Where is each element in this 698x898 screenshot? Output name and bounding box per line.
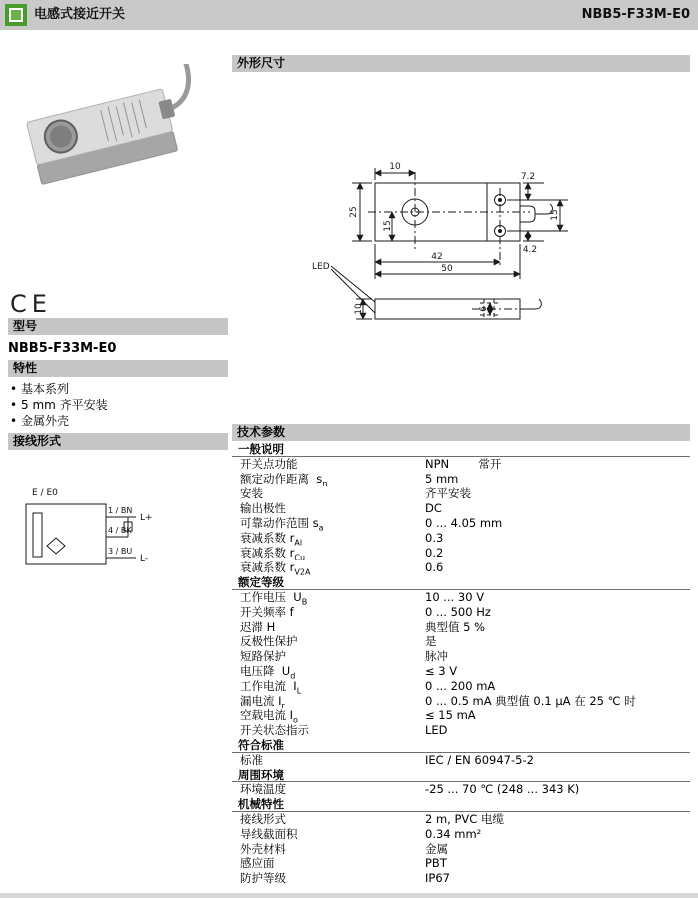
lplus-label: L+ [140, 513, 153, 523]
footer-strip [0, 893, 698, 898]
wire3-label: 3 / BU [108, 547, 133, 556]
tech-row-label: 工作电流 $I_L$ [240, 678, 302, 694]
tech-group-rows [232, 782, 690, 797]
tech-group [232, 575, 690, 738]
dim-15-left: 15 [383, 220, 393, 232]
tech-row-value: 脉冲 [425, 649, 448, 664]
tech-row-label: 额定动作距离 $s_n$ [240, 471, 328, 487]
tech-group-rows [232, 753, 690, 768]
tech-row-value: IEC / EN 60947-5-2 [425, 752, 534, 767]
tech-group-title: 机械特性 [232, 797, 690, 812]
tech-row-label: 短路保护 [240, 649, 286, 664]
dim-4-2: 4.2 [522, 245, 538, 255]
tech-row-value: ≤ 15 mA [425, 708, 476, 723]
dim-6: 6 [479, 306, 489, 312]
dim-50: 50 [441, 264, 453, 274]
tech-row-value: 10 ... 30 V [425, 589, 485, 604]
tech-row [232, 472, 690, 487]
tech-row-label: 安装 [240, 486, 263, 501]
tech-row [232, 486, 690, 501]
tech-group-rows [232, 812, 690, 886]
tech-row-label: 感应面 [240, 856, 275, 871]
tech-row-label: 衰减系数 $r_{Al}$ [240, 530, 303, 546]
tech-row-value: 0 ... 4.05 mm [425, 515, 503, 530]
tech-row [232, 856, 690, 871]
tech-row-value: LED [425, 723, 448, 738]
tech-row-label: 输出极性 [240, 501, 286, 516]
tech-row [232, 842, 690, 857]
tech-row-label: 迟滞 H [240, 619, 276, 634]
section-features: 特性 [8, 360, 228, 377]
dim-15-right: 15 [550, 209, 560, 221]
tech-row [232, 812, 690, 827]
led-label: LED [312, 262, 330, 272]
tech-group-title: 符合标准 [232, 738, 690, 753]
tech-row-value: 典型值 5 % [425, 619, 486, 634]
tech-group-rows [232, 590, 690, 738]
tech-row [232, 620, 690, 635]
tech-row-label: 接线形式 [240, 811, 286, 826]
tech-group-title: 一般说明 [232, 442, 690, 457]
tech-row-value: 是 [425, 634, 437, 649]
dim-42: 42 [431, 252, 443, 262]
brand-logo-inner-square [9, 8, 23, 22]
section-model: 型号 [8, 318, 228, 335]
wiring-diagram [8, 482, 218, 577]
tech-row [232, 871, 690, 886]
tech-row [232, 827, 690, 842]
tech-row-label: 电压降 $U_d$ [240, 663, 296, 679]
dim-10-side: 10 [354, 303, 364, 315]
tech-row-value: 金属 [425, 841, 448, 856]
tech-row-value: NPN 常开 [425, 456, 502, 471]
tech-row-value: ≤ 3 V [425, 663, 458, 678]
tech-row [232, 516, 690, 531]
tech-group [232, 442, 690, 575]
tech-row-value: 2 m, PVC 电缆 [425, 811, 504, 826]
wiring-variant-label: E / E0 [32, 488, 58, 498]
tech-row [232, 590, 690, 605]
tech-row-label: 防护等级 [240, 871, 286, 886]
tech-row [232, 679, 690, 694]
dim-10-top: 10 [389, 162, 401, 172]
page-header [0, 0, 698, 30]
tech-row-value: IP67 [425, 871, 450, 886]
tech-row [232, 708, 690, 723]
tech-row-value: PBT [425, 856, 447, 871]
tech-row [232, 664, 690, 679]
tech-row-value: 0.3 [425, 530, 444, 545]
tech-row-label: 衰减系数 $r_{V2A}$ [240, 560, 311, 576]
tech-row [232, 782, 690, 797]
tech-group [232, 738, 690, 768]
tech-row-label: 工作电压 $U_B$ [240, 589, 308, 605]
wire1-label: 1 / BN [108, 506, 133, 515]
lminus-label: L- [140, 554, 149, 564]
section-connection: 接线形式 [8, 433, 228, 450]
tech-row-value: 0.2 [425, 545, 444, 560]
product-photo [8, 64, 218, 214]
tech-row [232, 723, 690, 738]
wire2-label: 4 / BK [108, 526, 132, 535]
tech-row-value: DC [425, 501, 442, 516]
tech-group [232, 797, 690, 886]
ce-mark: CE [10, 290, 52, 318]
tech-group-title: 周围环境 [232, 768, 690, 783]
tech-row-value: 齐平安装 [425, 486, 471, 501]
header-model-number: NBB5-F33M-E0 [581, 7, 690, 22]
feature-item: • 5 mm 齐平安装 [8, 397, 228, 413]
tech-group [232, 768, 690, 798]
brand-logo-icon [5, 4, 27, 26]
tech-row-label: 外壳材料 [240, 841, 286, 856]
dim-25: 25 [349, 206, 359, 218]
tech-row-label: 反极性保护 [240, 634, 298, 649]
tech-row [232, 605, 690, 620]
dimension-drawing [232, 76, 690, 366]
tech-group-title: 额定等级 [232, 575, 690, 590]
features-list [8, 381, 228, 429]
tech-row-value: 5 mm [425, 471, 459, 486]
tech-row [232, 634, 690, 649]
tech-row-label: 可靠动作范围 $s_a$ [240, 515, 324, 531]
tech-row-label: 开关状态指示 [240, 723, 309, 738]
section-technical-data: 技术参数 [232, 424, 690, 441]
tech-row [232, 694, 690, 709]
tech-row-value: 0.34 mm² [425, 826, 482, 841]
tech-row-label: 开关频率 f [240, 604, 294, 619]
tech-row [232, 546, 690, 561]
feature-item: • 基本系列 [8, 381, 228, 397]
model-value: NBB5-F33M-E0 [8, 341, 117, 356]
tech-row-value: 0 ... 200 mA [425, 678, 496, 693]
tech-row-label: 衰减系数 $r_{Cu}$ [240, 545, 306, 561]
tech-row-label: 环境温度 [240, 782, 286, 797]
tech-row-label: 漏电流 $I_r$ [240, 693, 285, 709]
tech-row-label: 标准 [240, 752, 263, 767]
tech-row [232, 560, 690, 575]
section-dimensions: 外形尺寸 [232, 55, 690, 72]
tech-row [232, 531, 690, 546]
tech-row [232, 501, 690, 516]
tech-row-label: 导线截面积 [240, 826, 298, 841]
tech-row [232, 457, 690, 472]
dim-7-2: 7.2 [520, 172, 536, 182]
tech-row-label: 空载电流 $I_o$ [240, 708, 298, 724]
tech-row [232, 649, 690, 664]
tech-row-label: 开关点功能 [240, 456, 298, 471]
page-title: 电感式接近开关 [34, 7, 126, 22]
tech-row-value: 0 ... 500 Hz [425, 604, 491, 619]
tech-row [232, 753, 690, 768]
tech-row-value: -25 ... 70 ℃ (248 ... 343 K) [425, 782, 580, 797]
feature-item: • 金属外壳 [8, 413, 228, 429]
tech-group-rows [232, 457, 690, 575]
tech-row-value: 0 ... 0.5 mA 典型值 0.1 μA 在 25 ℃ 时 [425, 693, 636, 708]
tech-row-value: 0.6 [425, 560, 444, 575]
tech-table [232, 442, 690, 886]
